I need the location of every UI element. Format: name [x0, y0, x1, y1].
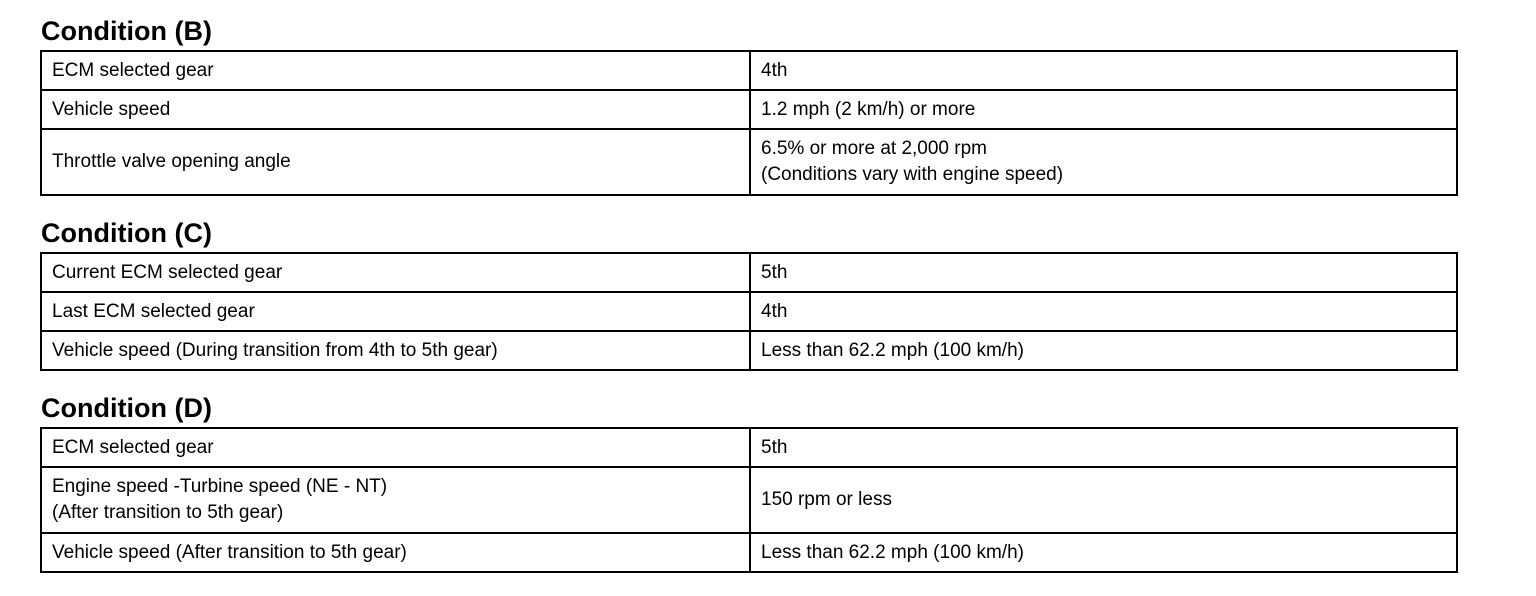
table-row [41, 51, 1457, 90]
value-text: 1.2 mph (2 km/h) or more [761, 98, 976, 120]
value-text: (Conditions vary with engine speed) [761, 164, 1064, 185]
value-text: 5th [761, 261, 788, 283]
label-text: Engine speed -Turbine speed (NE - NT) [52, 476, 388, 497]
value-text: 6.5% or more at 2,000 rpm [761, 138, 987, 159]
table-row [41, 90, 1457, 129]
row-label [41, 51, 750, 90]
label-text: ECM selected gear [52, 59, 214, 81]
table-row [41, 533, 1457, 572]
condition-c-title: Condition (C) [41, 218, 212, 248]
row-label [41, 90, 750, 129]
label-text: Vehicle speed (During transition from 4th to 5th gear) [52, 339, 498, 361]
condition-b-title: Condition (B) [41, 16, 212, 46]
row-label [41, 331, 750, 370]
table-row [41, 467, 1457, 533]
label-text: Last ECM selected gear [52, 300, 255, 322]
table-row [41, 129, 1457, 195]
label-text: Vehicle speed [52, 98, 171, 120]
row-value [750, 90, 1457, 129]
label-text: (After transition to 5th gear) [52, 502, 284, 523]
condition-d-table [40, 427, 1458, 573]
label-text: Throttle valve opening angle [52, 151, 291, 172]
condition-c-table [40, 252, 1458, 371]
row-value [750, 51, 1457, 90]
value-text: Less than 62.2 mph (100 km/h) [761, 339, 1024, 361]
table-row [41, 292, 1457, 331]
label-text: ECM selected gear [52, 436, 214, 458]
row-value [750, 331, 1457, 370]
row-label [41, 428, 750, 467]
row-label [41, 129, 750, 195]
label-text: Current ECM selected gear [52, 261, 283, 283]
row-value [750, 533, 1457, 572]
value-text: Less than 62.2 mph (100 km/h) [761, 541, 1024, 563]
row-value [750, 467, 1457, 533]
row-value [750, 292, 1457, 331]
row-label [41, 533, 750, 572]
row-label [41, 292, 750, 331]
row-label [41, 467, 750, 533]
row-value [750, 428, 1457, 467]
table-row [41, 428, 1457, 467]
row-value [750, 253, 1457, 292]
row-value [750, 129, 1457, 195]
condition-d-title: Condition (D) [41, 393, 212, 423]
value-text: 150 rpm or less [761, 489, 892, 510]
row-label [41, 253, 750, 292]
value-text: 5th [761, 436, 788, 458]
label-text: Vehicle speed (After transition to 5th gear) [52, 541, 407, 563]
table-row [41, 331, 1457, 370]
table-row [41, 253, 1457, 292]
value-text: 4th [761, 300, 788, 322]
value-text: 4th [761, 59, 788, 81]
condition-b-table [40, 50, 1458, 196]
